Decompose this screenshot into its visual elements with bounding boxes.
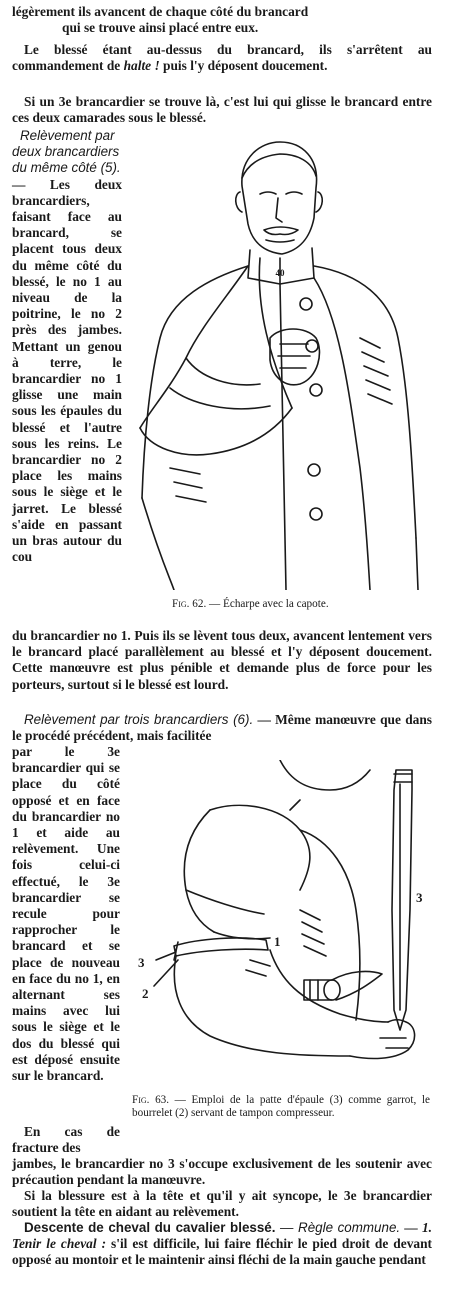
- section-two-bearers-continued: du brancardier no 1. Puis ils se lèvent tous deux, avancent lentement vers le brancard placé parallèlement au blessé et l'y déposent doucement. Cette manœuvre est plus pénible et demande plus de force pour les porteurs, surtout si le blessé est lourd.: [12, 628, 432, 692]
- soldier-sling-drawing: [130, 138, 430, 590]
- collar-number: 40: [275, 268, 285, 278]
- figure-63-label: Fig. 63.: [132, 1094, 170, 1106]
- section-three-bearers-heading: Relèvement par trois brancardiers (6).: [24, 712, 254, 727]
- section-fracture-body: jambes, le brancardier no 3 s'occupe exclusivement de les soutenir avec précaution pendant la manœuvre.: [12, 1156, 432, 1188]
- dismount-step-label: — 1. Tenir le cheval :: [12, 1220, 432, 1252]
- section-fracture-narrow: En cas de fracture des: [12, 1124, 120, 1156]
- paragraph-syncope: Si la blessure est à la tête et qu'il y ait syncope, le 3e brancardier soutient la tête en aidant au relèvement.: [12, 1188, 432, 1220]
- paragraph-halte: Le blessé étant au-dessus du brancard, ils s'arrêtent au commandement de halte ! puis l'y déposent doucement.: [12, 42, 432, 74]
- dismount-rule: — Règle commune.: [275, 1220, 401, 1235]
- figure-63-illustration: [130, 760, 430, 1090]
- figure-62-label: Fig. 62.: [172, 598, 207, 610]
- intro-paragraph-end: [12, 4, 432, 36]
- intro-line-2: qui se trouve ainsi placé entre eux.: [62, 20, 259, 36]
- section-three-bearers-intro: Relèvement par trois brancardiers (6). — Même manœuvre que dans le procédé précédent, mais facilitée: [12, 712, 432, 744]
- section-three-bearers-narrow: par le 3e brancardier qui se place du côté opposé et en face du brancardier no 1 et aide au relèvement. Une fois celui-ci effectué, le 3e brancardier se recule pour rapprocher le brancard et se place de nouveau en face du no 1, en alternant ses mains avec lui sous le siège et le dos du blessé qui est déposé ensuite sur le brancard.: [12, 744, 120, 1084]
- figure-63-caption: Fig. 63. — Emploi de la patte d'épaule (3) comme garrot, le bourrelet (2) servant de tampon compresseur.: [132, 1094, 430, 1119]
- figure-62-illustration: [130, 138, 430, 590]
- section-two-bearers-narrow: [12, 128, 122, 565]
- callout-3-arm: 3: [138, 955, 145, 970]
- figure-62-caption: Fig. 62. — Écharpe avec la capote.: [172, 598, 329, 610]
- section-dismount: Descente de cheval du cavalier blessé. — Règle commune. — 1. Tenir le cheval : s'il est difficile, lui faire fléchir le pied droit de devant opposé au montoir et le maintenir ainsi fléchi de la main gauche pendant: [12, 1220, 432, 1268]
- section-two-bearers-body: — Les deux brancardiers, faisant face au brancard, se placent tous deux du même côté du blessé, le no 1 au niveau de la poitrine, le no 2 près des jambes. Mettant un genou à terre, le brancardier no 1 glisse une main sous les épaules du blessé et l'autre sous les reins. Le brancardier no 2 place les mains sous le siège et le jarret. Le blessé s'aide en passant un bras autour du cou: [12, 176, 122, 565]
- paragraph-third-bearer: Si un 3e brancardier se trouve là, c'est lui qui glisse le brancard entre ces deux camarades sous le blessé.: [12, 94, 432, 126]
- callout-1: 1: [274, 934, 281, 949]
- halte-command: halte !: [123, 58, 160, 74]
- intro-line-1: légèrement ils avancent de chaque côté du brancard: [12, 4, 309, 19]
- dismount-heading: Descente de cheval du cavalier blessé.: [24, 1220, 276, 1235]
- callout-3-strap: 3: [416, 890, 423, 905]
- section-two-bearers-heading: Relèvement par deux brancardiers du même côté (5).: [12, 128, 121, 176]
- callout-2: 2: [142, 986, 149, 1001]
- arm-tourniquet-drawing: [130, 760, 430, 1090]
